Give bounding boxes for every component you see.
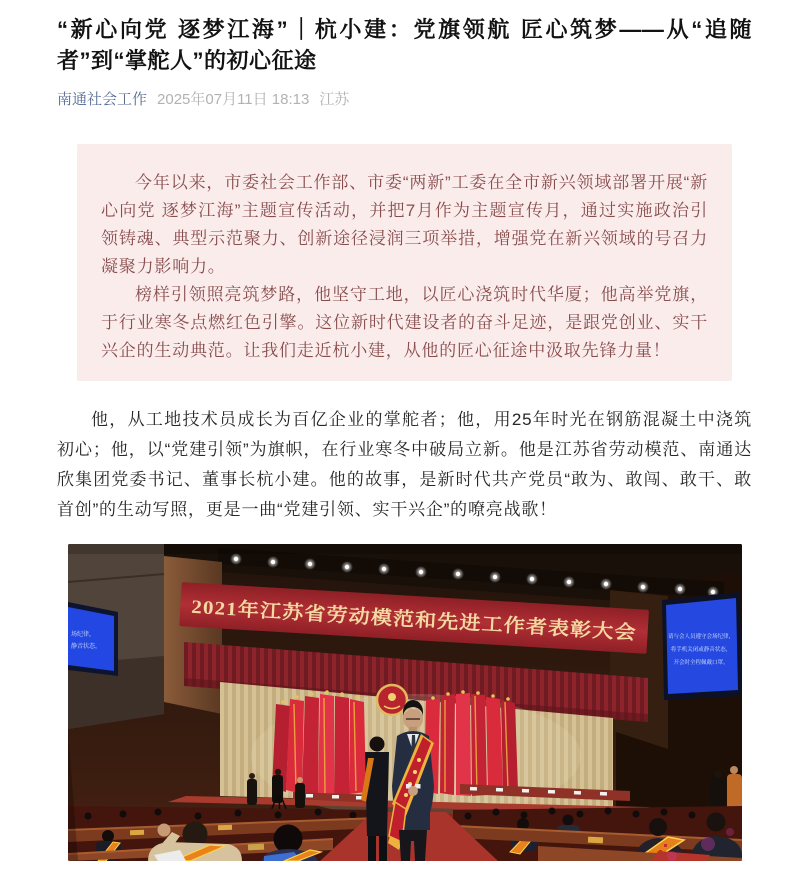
right-screen-line-3: 开会时全程佩戴口罩。 (672, 660, 729, 666)
national-emblem (377, 685, 407, 715)
byline (57, 89, 752, 110)
article-title: “新心向党 逐梦江海”｜杭小建：党旗领航 匠心筑梦——从“追随者”到“掌舵人”的初心征途 (57, 17, 752, 73)
left-screen-line-2: 静音状态， (70, 644, 101, 650)
audience-right (453, 806, 742, 861)
highlight-box (77, 144, 732, 381)
publish-date: 2025年07月11日 18:13 (157, 91, 310, 108)
right-screen-line-2: 将手机关闭或静音状态， (670, 647, 731, 653)
left-screen (68, 602, 118, 676)
left-screen-line-1: 场纪律， (70, 632, 95, 638)
highlight-paragraph-1: 今年以来，市委社会工作部、市委“两新”工委在全市新兴领域部署开展“新心向党 逐梦江海”主题宣传活动，并把7月作为主题宣传月，通过实施政治引领铸魂、典型示范聚力、创新途径浸润三项举措，增强党在新兴领域的号召力凝聚力影响力。 (101, 173, 708, 276)
left-column (164, 556, 222, 714)
highlight-paragraph-2: 榜样引领照亮筑梦路，他坚守工地，以匠心浇筑时代华厦；他高举党旗，于行业寒冬点燃红色引擎。这位新时代建设者的奋斗足迹，是跟党创业、实干兴企的生动典范。让我们走近杭小建，从他的匠心征途中汲取先锋力量！ (101, 285, 708, 360)
right-screen (662, 592, 742, 700)
account-name-link[interactable]: 南通社会工作 (57, 91, 148, 108)
banner-text: 2021年江苏省劳动模范和先进工作者表彰大会 (190, 596, 593, 642)
ceremony-hall-photo (68, 544, 742, 861)
publish-location: 江苏 (319, 91, 350, 108)
article-photo[interactable] (68, 544, 742, 861)
vignette-top (68, 544, 742, 554)
body-paragraph: 他，从工地技术员成长为百亿企业的掌舵者；他，用25年时光在钢筋混凝土中浇筑初心；他，以“党建引领”为旗帜，在行业寒冬中破局立新。他是江苏省劳动模范、南通达欣集团党委书记、董事长杭小建。他的故事，是新时代共产党员“敢为、敢闯、敢干、敢首创”的生动写照，更是一曲“党建引领、实干兴企”的嘹亮战歌！ (57, 410, 752, 519)
right-screen-line-1: 请与会人员遵守会场纪律， (667, 634, 734, 640)
